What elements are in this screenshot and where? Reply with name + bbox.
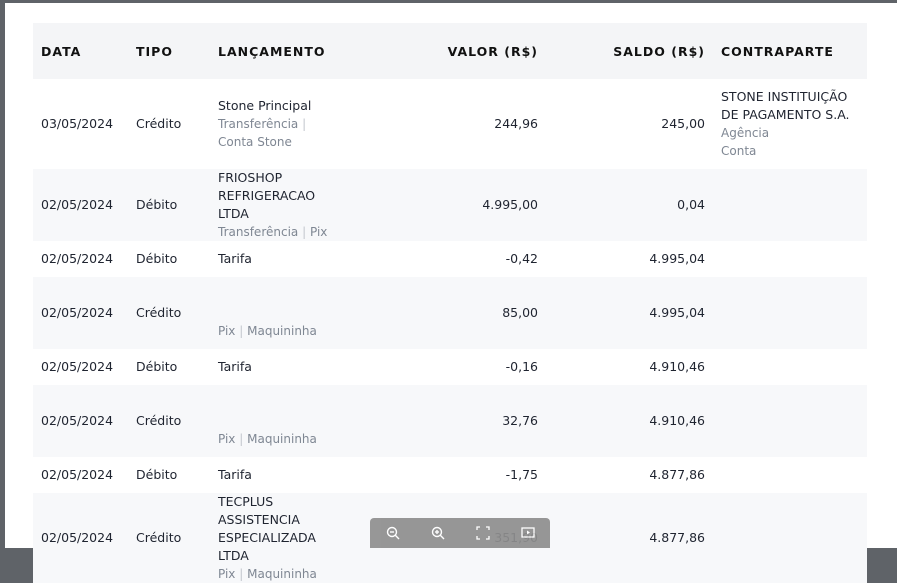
entry-tags (218, 430, 342, 448)
entry-tag-separator: | (239, 567, 244, 581)
table-row (33, 457, 867, 493)
counterparty-account: Conta (721, 144, 757, 158)
table-row (33, 241, 867, 277)
cell-date: 02/05/2024 (41, 467, 114, 482)
entry-title-empty (218, 286, 342, 304)
cell-counterparty (713, 169, 867, 241)
table-row (33, 79, 867, 169)
statement-page (5, 3, 897, 581)
cell-entry (210, 277, 350, 349)
cell-entry (210, 385, 350, 457)
entry-tag-primary: Pix (218, 432, 236, 446)
cell-amount: -0,16 (505, 359, 538, 374)
cell-date: 02/05/2024 (41, 251, 114, 266)
entry-title: TECPLUS ASSISTENCIA ESPECIALIZADA LTDA (218, 494, 316, 563)
cell-type: Crédito (136, 116, 182, 131)
entry-title: Tarifa (218, 251, 252, 266)
cell-balance: 4.877,86 (649, 467, 705, 482)
cell-counterparty (713, 493, 867, 583)
cell-date: 03/05/2024 (41, 116, 114, 131)
entry-title: Tarifa (218, 359, 252, 374)
cell-date: 02/05/2024 (33, 277, 128, 349)
zoom-in-icon[interactable] (426, 521, 450, 545)
cell-balance: 4.910,46 (649, 359, 705, 374)
counterparty-agency: Agência (721, 126, 770, 140)
cell-amount: 4.995,00 (350, 169, 546, 241)
entry-tags (218, 322, 342, 340)
cell-amount: -1,75 (505, 467, 538, 482)
cell-amount: -0,42 (505, 251, 538, 266)
cell-amount: 244,96 (494, 116, 538, 131)
entry-tag-separator: | (302, 117, 307, 131)
cell-balance: 0,04 (546, 169, 713, 241)
cell-balance: 4.995,04 (546, 277, 713, 349)
entry-tags (218, 565, 342, 583)
table-row (33, 169, 867, 241)
cell-date: 02/05/2024 (33, 493, 128, 583)
column-header-saldo: SALDO (R$) (546, 23, 713, 79)
entry-title: FRIOSHOP REFRIGERACAO LTDA (218, 170, 316, 221)
entry-tag-separator: | (302, 225, 307, 239)
table-row (33, 349, 867, 385)
column-header-tipo: TIPO (128, 23, 210, 79)
entry-tags (218, 223, 342, 241)
cell-counterparty (713, 457, 867, 493)
cell-entry (210, 169, 350, 241)
column-header-data: DATA (33, 23, 128, 79)
column-header-contraparte: CONTRAPARTE (713, 23, 867, 79)
zoom-out-icon[interactable] (381, 521, 405, 545)
cell-balance: 4.877,86 (546, 493, 713, 583)
entry-tag-secondary: Conta Stone (218, 135, 292, 149)
cell-date: 02/05/2024 (33, 169, 128, 241)
cell-counterparty (713, 79, 867, 169)
cell-amount: 85,00 (350, 277, 546, 349)
entry-tag-primary: Pix (218, 567, 236, 581)
cell-type: Débito (136, 251, 178, 266)
table-header-row (33, 23, 867, 79)
table-row (33, 277, 867, 349)
cell-counterparty (713, 277, 867, 349)
cell-amount: 32,76 (350, 385, 546, 457)
entry-title: Tarifa (218, 467, 252, 482)
cell-entry (210, 493, 350, 583)
cell-entry (210, 349, 350, 385)
entry-tag-primary: Transferência (218, 225, 299, 239)
entry-tags (218, 115, 342, 151)
entry-title-empty (218, 394, 342, 412)
cell-counterparty (713, 349, 867, 385)
cell-entry (210, 79, 350, 169)
cell-type: Crédito (128, 385, 210, 457)
entry-tag-separator: | (239, 324, 244, 338)
entry-tag-primary: Transferência (218, 117, 299, 131)
entry-tag-primary: Pix (218, 324, 236, 338)
cell-type: Crédito (128, 277, 210, 349)
cell-date: 02/05/2024 (33, 385, 128, 457)
entry-tag-secondary: Maquininha (247, 432, 317, 446)
entry-tag-secondary: Pix (309, 225, 328, 239)
viewer-toolbar (370, 518, 550, 548)
cell-entry (210, 241, 350, 277)
column-header-valor: VALOR (R$) (350, 23, 546, 79)
counterparty-name: STONE INSTITUIÇÃO DE PAGAMENTO S.A. (721, 89, 850, 122)
cell-balance: 245,00 (661, 116, 705, 131)
column-header-lancamento: LANÇAMENTO (210, 23, 350, 79)
presentation-icon[interactable] (516, 521, 540, 545)
entry-tag-separator: | (239, 432, 244, 446)
cell-entry (210, 457, 350, 493)
cell-type: Débito (128, 169, 210, 241)
table-row (33, 385, 867, 457)
cell-balance: 4.995,04 (649, 251, 705, 266)
entry-title: Stone Principal (218, 98, 312, 113)
cell-date: 02/05/2024 (41, 359, 114, 374)
cell-counterparty (713, 241, 867, 277)
cell-type: Débito (136, 467, 178, 482)
cell-balance: 4.910,46 (546, 385, 713, 457)
entry-tag-secondary: Maquininha (247, 567, 317, 581)
cell-type: Débito (136, 359, 178, 374)
entry-tag-secondary: Maquininha (247, 324, 317, 338)
fit-screen-icon[interactable] (471, 521, 495, 545)
cell-counterparty (713, 385, 867, 457)
cell-type: Crédito (128, 493, 210, 583)
transactions-table (33, 23, 867, 583)
